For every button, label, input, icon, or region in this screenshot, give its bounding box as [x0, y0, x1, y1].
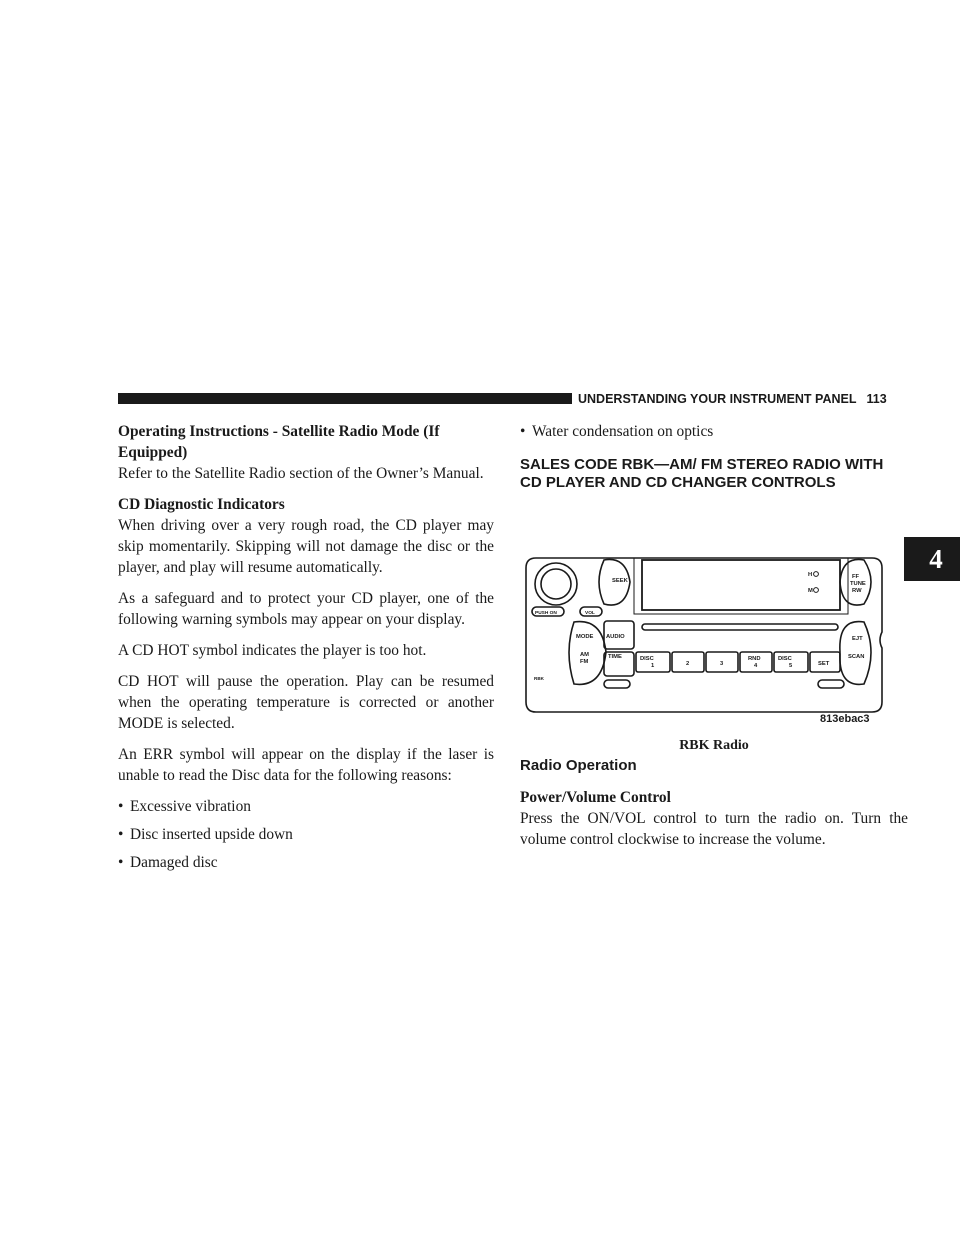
list-item: • Excessive vibration — [118, 798, 251, 815]
list-item: • Disc inserted upside down — [118, 826, 293, 843]
power-volume-text: Press the ON/VOL control to turn the radio on. Turn the volume control clockwise to increase the volume. — [520, 810, 908, 848]
svg-text:AM: AM — [580, 652, 590, 658]
header-rule — [118, 393, 572, 404]
display-window — [642, 560, 840, 610]
list-item: • Damaged disc — [118, 854, 218, 871]
svg-text:5: 5 — [789, 663, 793, 669]
satellite-heading: Operating Instructions - Satellite Radio Mode (If Equipped) — [118, 423, 440, 461]
right-column — [520, 421, 908, 492]
disc-down-button — [774, 652, 808, 672]
cd-paragraph-1: When driving over a very rough road, the CD player may skip momentarily. Skipping will not damage the disc or the player, and play will resume automatically. — [118, 517, 494, 576]
rbk-radio-illustration — [522, 552, 886, 716]
svg-text:SEEK: SEEK — [612, 578, 628, 584]
svg-text:TIME: TIME — [608, 654, 622, 660]
cd-paragraph-3: A CD HOT symbol indicates the player is too hot. — [118, 642, 427, 659]
svg-text:FF: FF — [852, 574, 860, 580]
svg-text:DISC: DISC — [778, 656, 792, 662]
svg-text:FM: FM — [580, 659, 589, 665]
scan-rocker — [840, 622, 871, 685]
svg-text:2: 2 — [686, 661, 690, 667]
cd-diagnostic-heading: CD Diagnostic Indicators — [118, 496, 285, 513]
sales-code-heading: SALES CODE RBK—AM/ FM STEREO RADIO WITH CD PLAYER AND CD CHANGER CONTROLS — [520, 456, 884, 491]
svg-text:SCAN: SCAN — [848, 654, 865, 660]
figure-code: 813ebac3 — [820, 713, 870, 725]
svg-text:EJT: EJT — [852, 636, 863, 642]
figure-caption: RBK Radio — [679, 738, 749, 753]
svg-text:SET: SET — [818, 661, 830, 667]
svg-text:PUSH ON: PUSH ON — [535, 611, 557, 616]
cd-paragraph-5: An ERR symbol will appear on the display if the laser is unable to read the Disc data for the following reasons: — [118, 746, 494, 784]
cd-slot — [642, 624, 838, 630]
svg-text:1: 1 — [651, 663, 655, 669]
list-item: • Water condensation on optics — [520, 423, 714, 440]
svg-text:AUDIO: AUDIO — [606, 634, 625, 640]
cd-paragraph-4: CD HOT will pause the operation. Play can be resumed when the operating temperature is corrected or another MODE is selected. — [118, 673, 494, 732]
left-column — [118, 421, 494, 880]
chapter-tab: 4 — [904, 537, 960, 581]
satellite-text: Refer to the Satellite Radio section of the Owner’s Manual. — [118, 465, 484, 482]
svg-text:4: 4 — [754, 663, 758, 669]
svg-text:RBK: RBK — [534, 676, 544, 681]
svg-text:TUNE: TUNE — [850, 581, 866, 587]
running-header — [578, 391, 887, 407]
radio-operation-heading: Radio Operation — [520, 757, 637, 774]
page-number: 113 — [866, 392, 887, 406]
svg-text:RND: RND — [748, 656, 761, 662]
power-volume-heading: Power/Volume Control — [520, 789, 671, 806]
radio-operation-section — [520, 757, 908, 860]
cd-paragraph-2: As a safeguard and to protect your CD player, one of the following warning symbols may appear on your display. — [118, 590, 494, 628]
svg-text:3: 3 — [720, 661, 724, 667]
disc-up-button — [636, 652, 670, 672]
rnd-button — [740, 652, 772, 672]
svg-text:M: M — [808, 588, 813, 594]
svg-text:DISC: DISC — [640, 656, 654, 662]
svg-text:RW: RW — [852, 588, 862, 594]
section-title: UNDERSTANDING YOUR INSTRUMENT PANEL — [578, 392, 857, 406]
err-reasons-list — [118, 796, 494, 873]
svg-text:MODE: MODE — [576, 634, 594, 640]
svg-text:H: H — [808, 572, 813, 578]
svg-text:VOL: VOL — [585, 611, 595, 616]
